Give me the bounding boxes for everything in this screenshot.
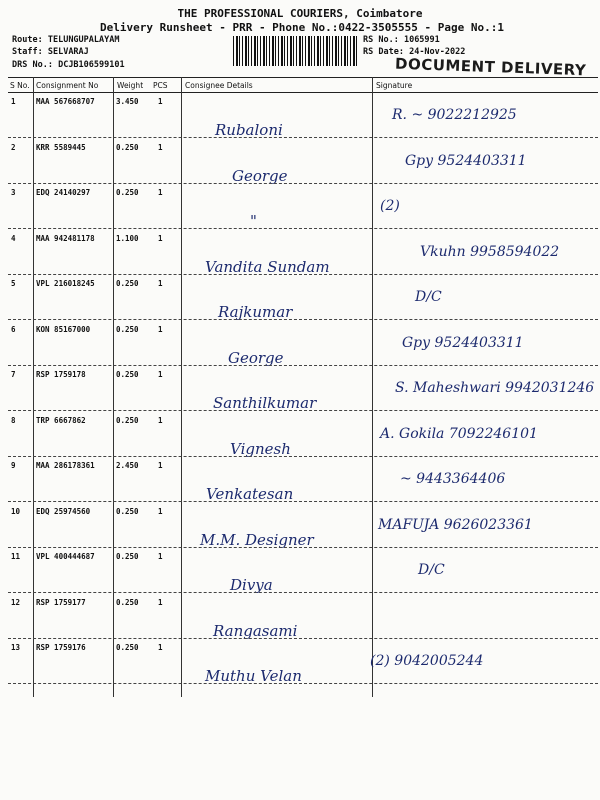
row-consignment-no: RSP 1759176 [36, 643, 86, 652]
row-weight: 0.250 [116, 597, 139, 607]
staff-value: SELVARAJ [47, 47, 89, 57]
row-pcs: 1 [158, 370, 163, 379]
row-weight: 0.250 [116, 506, 139, 516]
rs-no-value: 1065991 [403, 35, 440, 45]
row-sno: 11 [11, 552, 21, 561]
col-divider [113, 77, 114, 697]
row-consignee-name: Rubaloni [215, 121, 283, 139]
row-consignment-no: EDQ 24140297 [36, 188, 91, 197]
row-weight: 0.250 [116, 552, 139, 561]
table-header-rule [8, 92, 598, 93]
col-header-sno: S No. [10, 81, 30, 90]
row-signature: R. ~ 9022212925 [392, 107, 517, 123]
col-divider [372, 77, 373, 697]
row-pcs: 1 [158, 415, 163, 425]
staff-line [12, 47, 89, 57]
row-weight: 0.250 [116, 279, 139, 288]
document-delivery-stamp: DOCUMENT DELIVERY [394, 54, 587, 80]
row-separator [8, 183, 598, 184]
row-pcs: 1 [158, 279, 163, 288]
row-consignee-name: Santhilkumar [213, 394, 317, 412]
route-label: Route: [12, 35, 43, 45]
row-consignment-no: RSP 1759177 [36, 597, 86, 607]
row-consignee-name: Rajkumar [218, 303, 293, 321]
row-sno: 8 [11, 415, 16, 425]
row-weight: 3.450 [116, 97, 139, 106]
row-pcs: 1 [158, 324, 163, 334]
row-signature: Gpy 9524403311 [405, 152, 527, 169]
rs-date-value: 24-Nov-2022 [409, 47, 466, 57]
row-consignee-name: Venkatesan [206, 485, 294, 503]
row-consignment-no: MAA 286178361 [36, 461, 95, 470]
row-pcs: 1 [158, 188, 163, 197]
table-top-rule [8, 77, 598, 78]
row-separator [8, 410, 598, 411]
row-sno: 13 [11, 643, 21, 652]
row-sno: 5 [11, 279, 16, 288]
row-pcs: 1 [158, 597, 163, 607]
row-pcs: 1 [158, 461, 163, 470]
col-header-consignee: Consignee Details [185, 81, 253, 90]
row-pcs: 1 [158, 552, 163, 561]
row-consignee-name: Vandita Sundam [205, 257, 330, 276]
row-consignee-name: " [250, 212, 257, 230]
row-sno: 7 [11, 370, 16, 379]
row-consignee-name: Vignesh [230, 439, 291, 458]
row-signature: ~ 9443364406 [400, 471, 506, 487]
row-consignment-no: KON 85167000 [36, 324, 91, 334]
drs-value: DCJB106599101 [58, 60, 125, 70]
route-value: TELUNGUPALAYAM [47, 35, 120, 45]
rs-date-label: RS Date: [363, 47, 404, 57]
row-separator [8, 319, 598, 320]
col-header-pcs: PCS [153, 81, 168, 90]
col-header-signature: Signature [376, 81, 413, 90]
row-weight: 2.450 [116, 461, 139, 470]
row-separator [8, 592, 598, 593]
row-consignment-no: KRR 5589445 [36, 142, 86, 152]
row-signature: A. Gokila 7092246101 [380, 425, 538, 442]
row-consignment-no: VPL 216018245 [36, 279, 95, 288]
row-pcs: 1 [158, 233, 163, 243]
row-consignment-no: RSP 1759178 [36, 370, 86, 379]
row-consignee-name: Rangasami [213, 621, 298, 640]
row-signature: (2) 9042005244 [370, 653, 484, 669]
row-consignee-name: M.M. Designer [200, 530, 314, 549]
row-separator [8, 274, 598, 275]
row-separator [8, 547, 598, 548]
rs-no-line [363, 35, 440, 45]
row-consignee-name: George [232, 166, 288, 185]
row-consignee-name: George [228, 348, 284, 367]
runsheet-subtitle: Delivery Runsheet - PRR - Phone No.:0422-3505555 - Page No.:1 [100, 21, 504, 34]
row-signature: S. Maheshwari 9942031246 [395, 380, 595, 396]
row-sno: 3 [11, 188, 16, 197]
drs-label: DRS No.: [12, 60, 53, 70]
row-sno: 4 [11, 233, 16, 243]
row-separator [8, 501, 598, 502]
row-consignee-name: Divya [230, 576, 273, 594]
document-title: THE PROFESSIONAL COURIERS, Coimbatore [177, 7, 423, 20]
row-signature: MAFUJA 9626023361 [378, 516, 533, 533]
row-weight: 0.250 [116, 643, 139, 652]
col-divider [181, 77, 182, 697]
col-header-weight: Weight [117, 81, 144, 90]
row-sno: 1 [11, 97, 16, 106]
staff-label: Staff: [12, 47, 43, 57]
row-weight: 0.250 [116, 415, 139, 425]
row-signature: Gpy 9524403311 [402, 334, 524, 351]
row-signature: Vkuhn 9958594022 [420, 243, 560, 260]
row-signature: D/C [415, 289, 442, 305]
row-separator [8, 638, 598, 639]
row-sno: 10 [11, 506, 21, 516]
row-sno: 12 [11, 597, 21, 607]
row-separator [8, 365, 598, 366]
row-weight: 0.250 [116, 142, 139, 152]
row-consignee-name: Muthu Velan [205, 667, 302, 685]
row-consignment-no: MAA 942481178 [36, 233, 95, 243]
row-pcs: 1 [158, 142, 163, 152]
row-consignment-no: EDQ 25974560 [36, 506, 91, 516]
col-header-consignment: Consignment No [36, 81, 99, 90]
row-weight: 0.250 [116, 370, 139, 379]
row-signature: D/C [418, 562, 445, 578]
row-separator [8, 456, 598, 457]
row-consignment-no: MAA 567668707 [36, 97, 95, 106]
row-weight: 1.100 [116, 233, 139, 243]
barcode [233, 36, 358, 66]
rs-no-label: RS No.: [363, 35, 399, 45]
row-sno: 9 [11, 461, 16, 470]
row-signature: (2) [380, 198, 400, 214]
route-line [12, 35, 120, 45]
row-separator [8, 228, 598, 229]
row-pcs: 1 [158, 97, 163, 106]
row-sno: 2 [11, 142, 16, 152]
drs-line [12, 60, 125, 70]
col-divider [33, 77, 34, 697]
row-separator [8, 137, 598, 138]
row-weight: 0.250 [116, 188, 139, 197]
row-pcs: 1 [158, 643, 163, 652]
row-consignment-no: TRP 6667862 [36, 415, 86, 425]
row-consignment-no: VPL 400444687 [36, 552, 95, 561]
row-sno: 6 [11, 324, 16, 334]
row-separator [8, 683, 598, 684]
row-weight: 0.250 [116, 324, 139, 334]
row-pcs: 1 [158, 506, 163, 516]
